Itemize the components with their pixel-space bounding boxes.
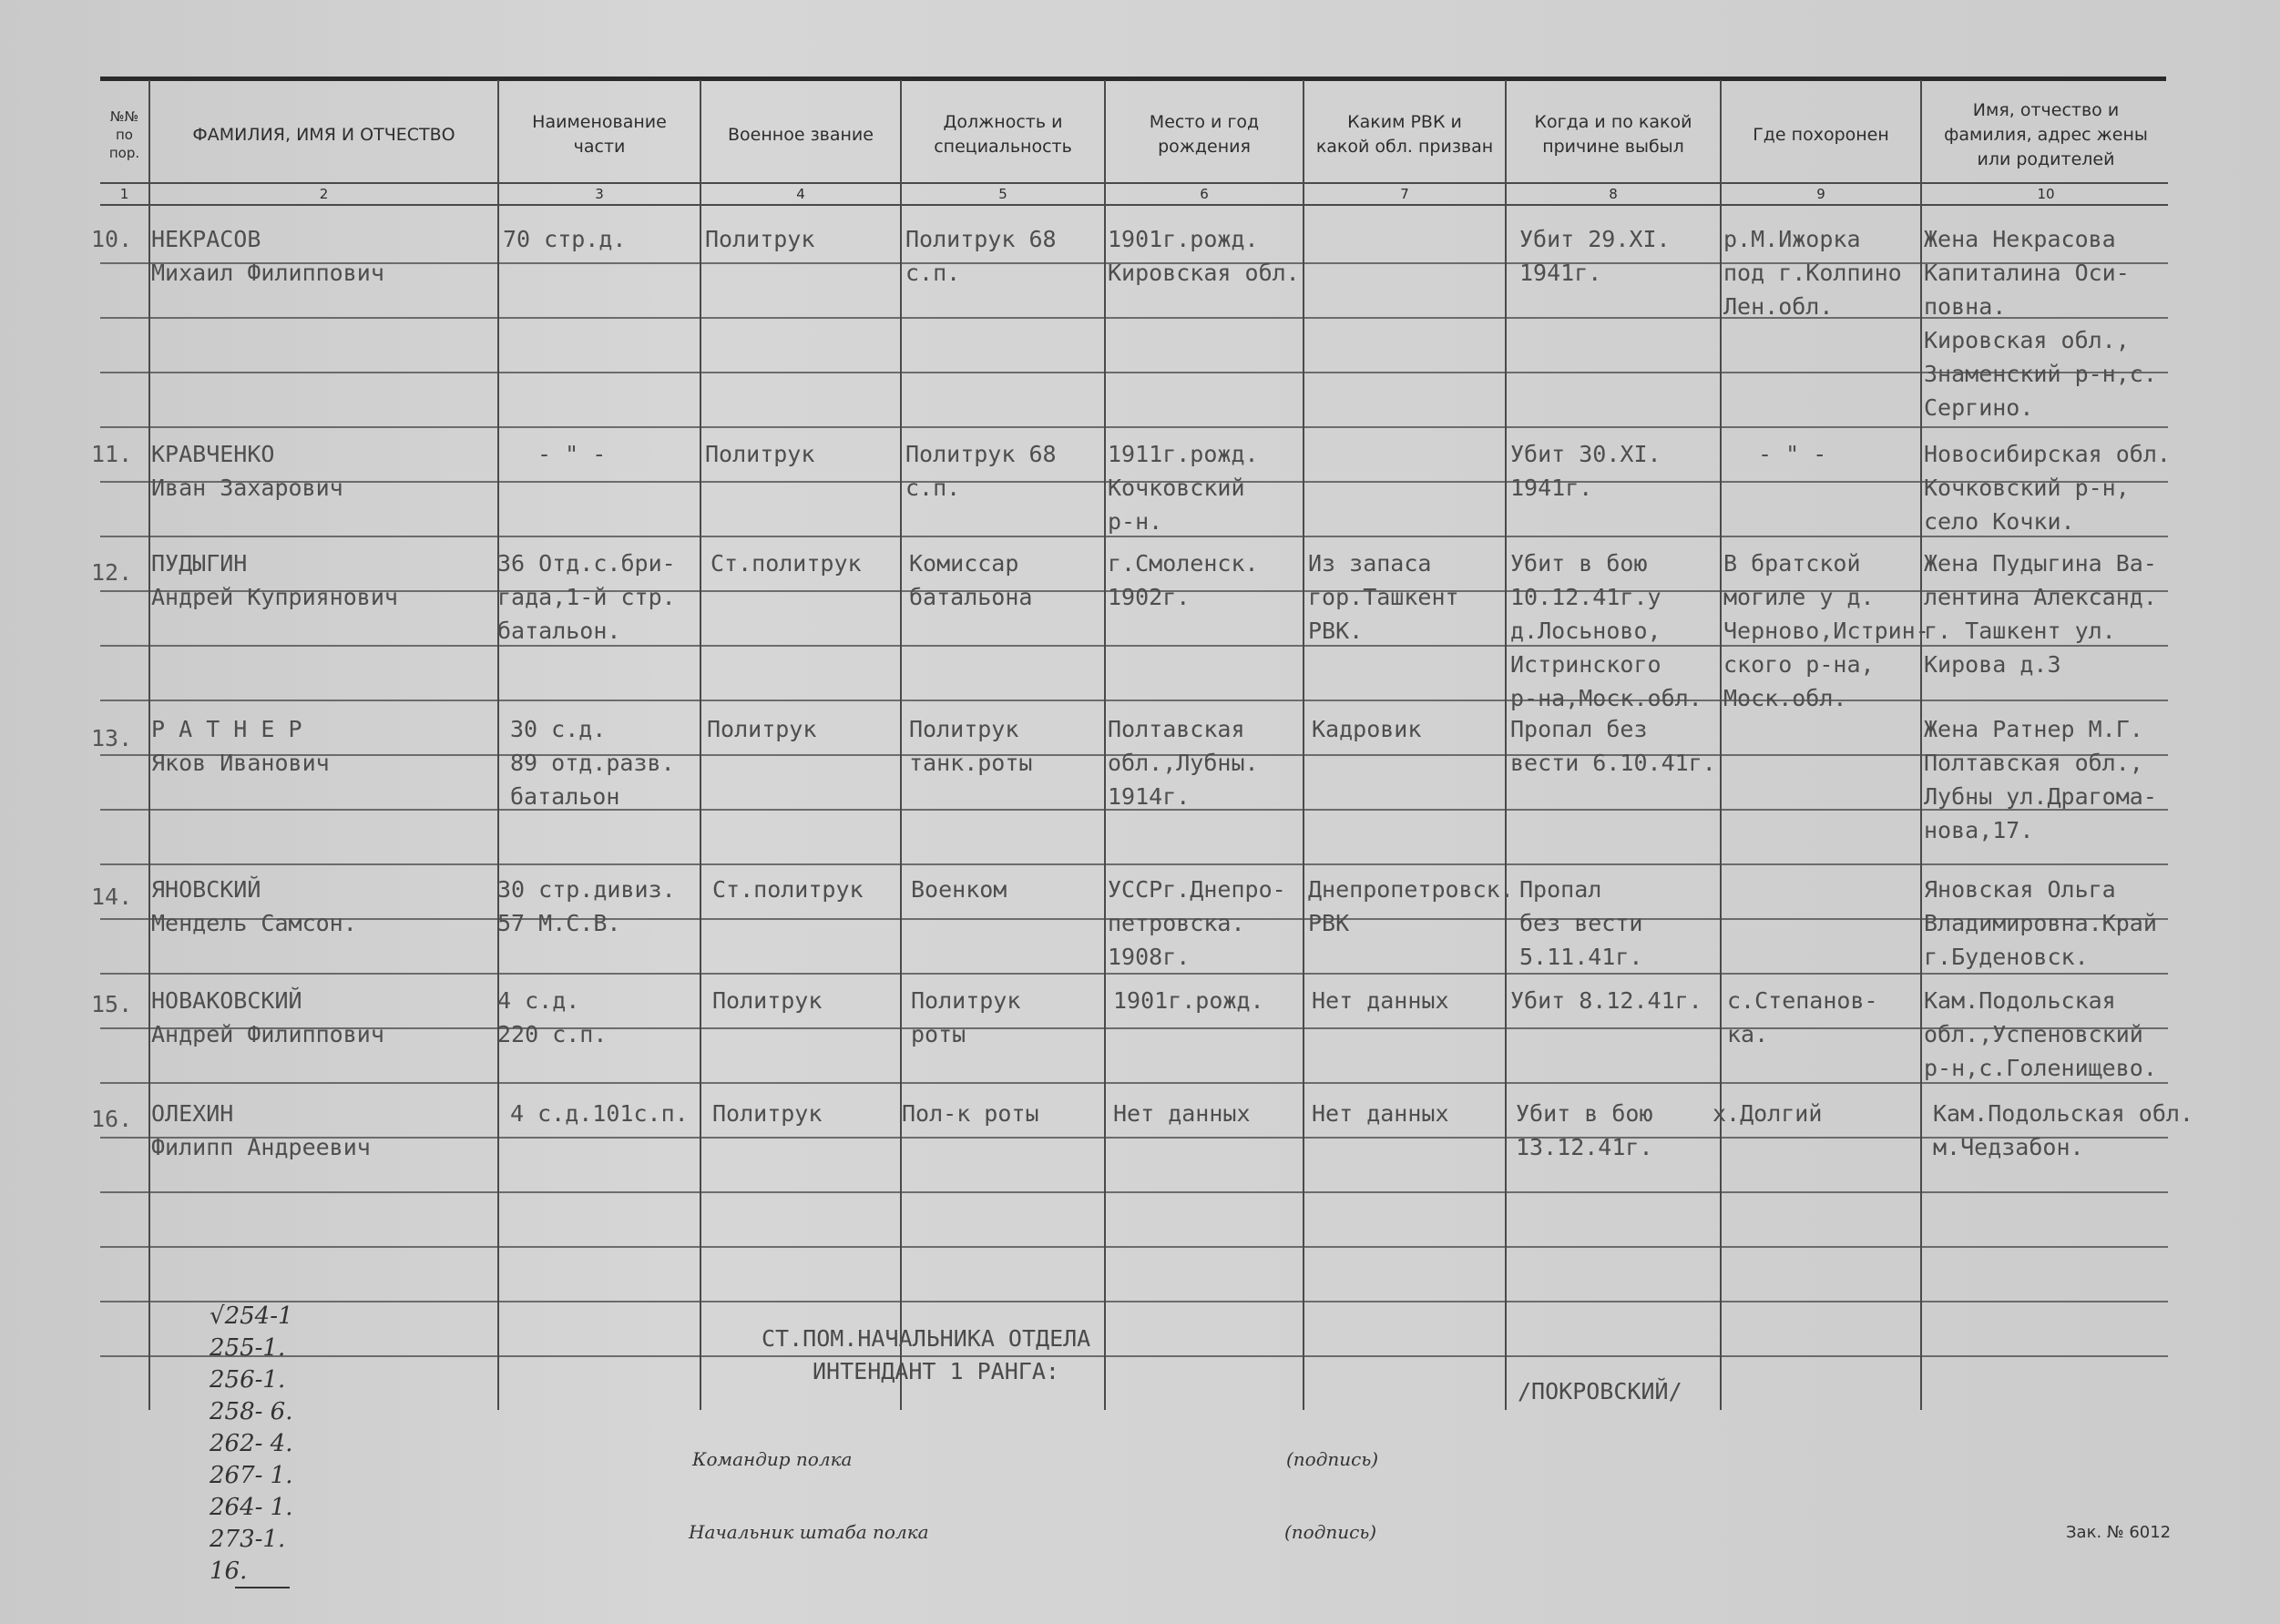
signature-title-line2: ИНТЕНДАНТ 1 РАНГА: bbox=[813, 1358, 1059, 1384]
ruled-line bbox=[100, 863, 2168, 865]
column-divider bbox=[1505, 80, 1507, 1410]
post-cell: Политрук танк.роты bbox=[909, 716, 1033, 776]
relatives-cell: Кам.Подольская обл. м.Чедзабон. bbox=[1933, 1100, 2193, 1160]
name-cell: ЯНОВСКИЙ Мендель Самсон. bbox=[151, 876, 357, 936]
rank-cell: Политрук bbox=[712, 1100, 823, 1127]
commander-label: Командир полка bbox=[692, 1448, 853, 1470]
header-col-1: №№ по пор. bbox=[108, 108, 140, 161]
unit-cell: 4 с.д.101с.п. bbox=[510, 1100, 689, 1127]
birth-cell: УССРг.Днепро- петровска. 1908г. bbox=[1108, 876, 1286, 970]
ruled-line bbox=[100, 1301, 2168, 1302]
signature-title-line1: СТ.ПОМ.НАЧАЛЬНИКА ОТДЕЛА bbox=[762, 1325, 1091, 1352]
column-number: 10 bbox=[2037, 186, 2055, 202]
buried-cell: с.Степанов- ка. bbox=[1727, 987, 1878, 1047]
rvk-cell: Кадровик bbox=[1312, 716, 1422, 742]
rvk-cell: Из запаса гор.Ташкент РВК. bbox=[1308, 550, 1459, 644]
handwritten-tally: √254-1 255-1. 256-1. 258- 6. 262- 4. 267- 1. 264- 1. 273-1. 16. bbox=[210, 1302, 293, 1585]
birth-cell: Полтавская обл.,Лубны. 1914г. bbox=[1108, 716, 1259, 810]
header-col-3: Наименование части bbox=[532, 112, 667, 157]
rank-cell: Политрук bbox=[705, 441, 815, 467]
relatives-cell: Новосибирская обл. Кочковский р-н, село Кочки. bbox=[1924, 441, 2171, 535]
header-bottom-rule bbox=[100, 204, 2168, 206]
header-col-5: Должность и специальность bbox=[934, 112, 1072, 157]
row-number: 15. bbox=[91, 991, 133, 1017]
header-col-7: Каким РВК и какой обл. призван bbox=[1315, 112, 1494, 157]
header-col-9: Где похоронен bbox=[1753, 124, 1889, 145]
relatives-cell: Жена Ратнер М.Г. Полтавская обл., Лубны ул.Драгома- нова,17. bbox=[1924, 716, 2157, 843]
row-number: 13. bbox=[91, 725, 133, 751]
post-cell: Политрук 68 с.п. bbox=[905, 226, 1057, 286]
birth-cell: г.Смоленск. 1902г. bbox=[1108, 550, 1259, 610]
birth-cell: 1901г.рожд. bbox=[1113, 987, 1264, 1014]
unit-cell: 30 стр.дивиз. 57 М.С.В. bbox=[497, 876, 676, 936]
row-number: 14. bbox=[91, 883, 133, 910]
header-col-10: Имя, отчество и фамилия, адрес жены или родителей bbox=[1944, 99, 2148, 169]
chief-of-staff-signature-label: (подпись) bbox=[1284, 1521, 1377, 1543]
column-number: 4 bbox=[796, 186, 805, 202]
header-divider bbox=[100, 182, 2168, 184]
relatives-cell: Жена Пудыгина Ва- лентина Александ. г. Ташкент ул. Кирова д.3 bbox=[1924, 550, 2157, 678]
relatives-cell: Жена Некрасова Капиталина Оси- повна. Кировская обл., Знаменский р-н,с. Сергино. bbox=[1924, 226, 2157, 421]
relatives-cell: Яновская Ольга Владимировна.Край г.Буденовск. bbox=[1924, 876, 2157, 970]
name-cell: ОЛЕХИН Филипп Андреевич bbox=[151, 1100, 371, 1160]
column-number: 6 bbox=[1200, 186, 1209, 202]
when-cell: Пропал без вести 6.10.41г. bbox=[1510, 716, 1716, 776]
column-divider bbox=[1720, 80, 1722, 1410]
column-divider bbox=[1303, 80, 1304, 1410]
rvk-cell: Нет данных bbox=[1312, 1100, 1449, 1127]
name-cell: ПУДЫГИН Андрей Куприянович bbox=[151, 550, 398, 610]
when-cell: Убит 29.XI. 1941г. bbox=[1519, 226, 1671, 286]
post-cell: Пол-к роты bbox=[902, 1100, 1039, 1127]
column-number: 2 bbox=[319, 186, 329, 202]
relatives-cell: Кам.Подольская обл.,Успеновский р-н,с.Голенищево. bbox=[1924, 987, 2157, 1081]
post-cell: Политрук 68 с.п. bbox=[905, 441, 1057, 501]
when-cell: Убит в бою 13.12.41г. bbox=[1516, 1100, 1653, 1160]
column-number: 9 bbox=[1816, 186, 1825, 202]
birth-cell: 1911г.рожд. Кочковский р-н. bbox=[1108, 441, 1259, 535]
ruled-line bbox=[100, 372, 2168, 373]
birth-cell: 1901г.рожд. Кировская обл. bbox=[1108, 226, 1300, 286]
order-number: Зак. № 6012 bbox=[2066, 1523, 2172, 1542]
row-number: 12. bbox=[91, 559, 133, 586]
buried-cell: х.Долгий bbox=[1713, 1100, 1823, 1127]
column-divider bbox=[900, 80, 902, 1410]
column-divider bbox=[1920, 80, 1922, 1410]
buried-cell: р.М.Ижорка под г.Колпино Лен.обл. bbox=[1723, 226, 1902, 320]
post-cell: Военком bbox=[911, 876, 1007, 903]
buried-cell: - " - bbox=[1758, 441, 1827, 467]
column-number: 1 bbox=[119, 186, 129, 202]
when-cell: Пропал без вести 5.11.41г. bbox=[1519, 876, 1643, 970]
post-cell: Политрук роты bbox=[911, 987, 1021, 1047]
column-number: 3 bbox=[595, 186, 604, 202]
column-divider bbox=[148, 80, 150, 1410]
unit-cell: 36 Отд.с.бри- гада,1-й стр. батальон. bbox=[497, 550, 676, 644]
column-divider bbox=[700, 80, 701, 1410]
ruled-line bbox=[100, 1191, 2168, 1193]
chief-of-staff-label: Начальник штаба полка bbox=[689, 1521, 929, 1543]
unit-cell: 70 стр.д. bbox=[503, 226, 627, 252]
top-rule bbox=[100, 77, 2166, 81]
column-divider bbox=[497, 80, 499, 1410]
rank-cell: Политрук bbox=[707, 716, 817, 742]
rvk-cell: Днепропетровск. РВК bbox=[1308, 876, 1514, 936]
ruled-line bbox=[100, 426, 2168, 428]
when-cell: Убит 30.XI. 1941г. bbox=[1510, 441, 1661, 501]
name-cell: НЕКРАСОВ Михаил Филиппович bbox=[151, 226, 384, 286]
tally-underline bbox=[235, 1587, 290, 1588]
rank-cell: Ст.политрук bbox=[711, 550, 862, 577]
birth-cell: Нет данных bbox=[1113, 1100, 1251, 1127]
unit-cell: 4 с.д. 220 с.п. bbox=[497, 987, 608, 1047]
header-col-8: Когда и по какой причине выбыл bbox=[1534, 112, 1692, 157]
row-number: 10. bbox=[91, 226, 133, 252]
when-cell: Убит в бою 10.12.41г.у д.Лосьново, Истринского р-на,Моск.обл. bbox=[1510, 550, 1702, 711]
rank-cell: Ст.политрук bbox=[712, 876, 864, 903]
signature-name: /ПОКРОВСКИЙ/ bbox=[1518, 1378, 1682, 1404]
column-number: 5 bbox=[998, 186, 1007, 202]
ruled-line bbox=[100, 1246, 2168, 1248]
row-number: 16. bbox=[91, 1106, 133, 1132]
rvk-cell: Нет данных bbox=[1312, 987, 1449, 1014]
name-cell: НОВАКОВСКИЙ Андрей Филиппович bbox=[151, 987, 384, 1047]
unit-cell: - " - bbox=[537, 441, 607, 467]
when-cell: Убит 8.12.41г. bbox=[1510, 987, 1702, 1014]
ruled-line bbox=[100, 1082, 2168, 1084]
column-number: 7 bbox=[1400, 186, 1409, 202]
ruled-line bbox=[100, 1137, 2168, 1139]
header-col-2: ФАМИЛИЯ, ИМЯ И ОТЧЕСТВО bbox=[192, 124, 455, 145]
row-number: 11. bbox=[91, 441, 133, 467]
header-col-6: Место и год рождения bbox=[1149, 112, 1260, 157]
unit-cell: 30 с.д. 89 отд.разв. батальон bbox=[510, 716, 675, 810]
rank-cell: Политрук bbox=[705, 226, 815, 252]
header-col-4: Военное звание bbox=[728, 124, 874, 145]
name-cell: КРАВЧЕНКО Иван Захарович bbox=[151, 441, 343, 501]
commander-signature-label: (подпись) bbox=[1286, 1448, 1379, 1470]
column-number: 8 bbox=[1609, 186, 1618, 202]
name-cell: Р А Т Н Е Р Яков Иванович bbox=[151, 716, 330, 776]
ruled-line bbox=[100, 1355, 2168, 1357]
column-divider bbox=[1104, 80, 1106, 1410]
post-cell: Комиссар батальона bbox=[909, 550, 1033, 610]
rank-cell: Политрук bbox=[712, 987, 823, 1014]
buried-cell: В братской могиле у д. Черново,Истрин- ского р-на, Моск.обл. bbox=[1723, 550, 1929, 711]
